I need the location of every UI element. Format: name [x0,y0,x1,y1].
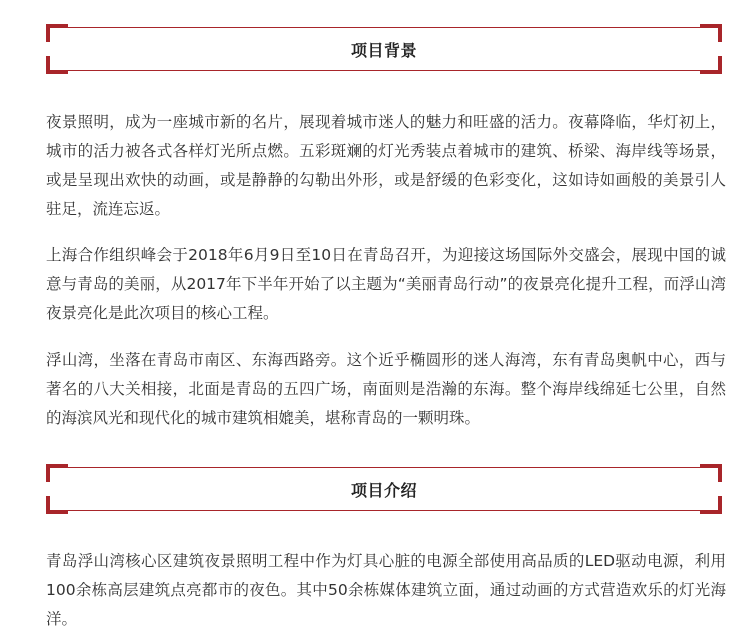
section-header-introduction [46,464,722,514]
paragraph-night-lighting: 夜景照明，成为一座城市新的名片，展现着城市迷人的魅力和旺盛的活力。夜幕降临，华灯初上，城市的活力被各式各样灯光所点燃。五彩斑斓的灯光秀装点着城市的建筑、桥梁、海岸线等场景，或是呈现出欢快的动画，或是静静的勾勒出外形，或是舒缓的色彩变化，这如诗如画般的美景引人驻足，流连忘返。 [46,113,726,218]
paragraph-project-intro: 青岛浮山湾核心区建筑夜景照明工程中作为灯具心脏的电源全部使用高品质的LED驱动电源，利用100余栋高层建筑点亮都市的夜色。其中50余栋媒体建筑立面，通过动画的方式营造欢乐的灯光海洋。 [46,552,726,628]
section-title: 项目介绍 [350,480,417,500]
section-header-background [46,24,722,74]
section-title: 项目背景 [350,40,417,60]
paragraph-sco-summit: 上海合作组织峰会于2018年6月9日至10日在青岛召开，为迎接这场国际外交盛会，展现中国的诚意与青岛的美丽，从2017年下半年开始了以主题为“美丽青岛行动”的夜景亮化提升工程，而浮山湾夜景亮化是此次项目的核心工程。 [46,246,726,322]
paragraph-fushan-bay: 浮山湾，坐落在青岛市南区、东海西路旁。这个近乎椭圆形的迷人海湾，东有青岛奥帆中心，西与著名的八大关相接，北面是青岛的五四广场，南面则是浩瀚的东海。整个海岸线绵延七公里，自然的海滨风光和现代化的城市建筑相媲美，堪称青岛的一颗明珠。 [46,351,726,427]
